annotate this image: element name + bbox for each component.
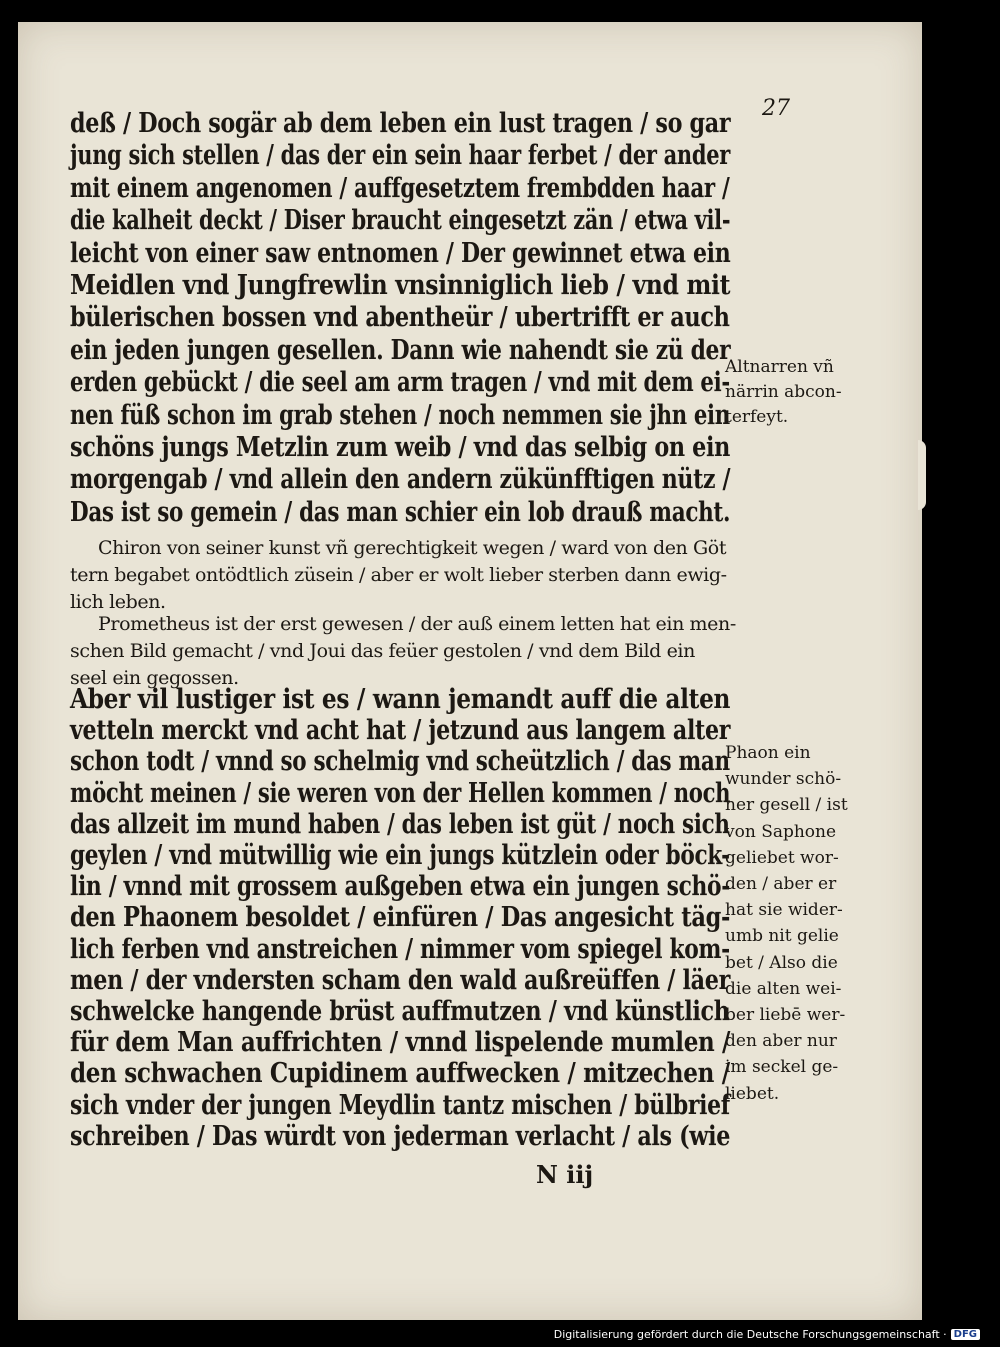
margin-note-line: terfeyt. — [725, 407, 789, 427]
main-text-line: das allzeit im mund haben / das leben ist güt / noch sich — [70, 808, 730, 840]
main-text-line: schon todt / vnnd so schelmig vnd scheützlich / das man — [70, 746, 730, 778]
main-text-line: lich ferben vnd anstreichen / nimmer vom spiegel kom- — [70, 933, 730, 965]
main-text-line: morgengab / vnd allein den andern zükünfftigen nütz / — [70, 464, 731, 496]
main-text-line: Aber vil lustiger ist es / wann jemandt auff die alten — [70, 684, 731, 715]
main-text-line: Meidlen vnd Jungfrewlin vnsinniglich lieb / vnd mit — [70, 270, 731, 301]
main-text-line: den schwachen Cupidinem auffwecken / mitzechen / — [70, 1058, 730, 1090]
margin-note-line: Altnarren vñ — [725, 357, 834, 377]
footer-text: Digitalisierung gefördert durch die Deutsche Forschungsgemeinschaft · — [553, 1328, 947, 1341]
margin-note-line: umb nit gelie — [725, 926, 839, 947]
note-chiron-line: Chiron von seiner kunst vñ gerechtigkeit wegen / ward von den Göt — [98, 537, 727, 559]
main-text-line: erden gebückt / die seel am arm tragen / vnd mit dem ei- — [70, 367, 730, 399]
main-text-line: ein jeden jungen gesellen. Dann wie nahendt sie zü der — [70, 334, 731, 366]
margin-note-line: von Saphone — [725, 821, 837, 842]
main-text-line: für dem Man auffrichten / vnnd lispelende mumlen / — [70, 1027, 731, 1059]
dfg-logo: DFG — [951, 1329, 980, 1340]
main-text-line: schreiben / Das würdt von jederman verlacht / als (wie — [70, 1120, 731, 1152]
main-text-line: lin / vnnd mit grossem außgeben etwa ein jungen schö- — [70, 871, 730, 903]
margin-note-line: die alten wei- — [725, 978, 842, 999]
main-text-line: schwelcke hangende brüst auffmutzen / vnd künstlich — [70, 996, 730, 1027]
note-chiron-line: lich leben. — [70, 591, 166, 613]
margin-note-line: bet / Also die — [725, 952, 838, 973]
main-text-line: den Phaonem besoldet / einfüren / Das angesicht täg- — [70, 902, 731, 934]
margin-note-line: geliebet wor- — [725, 847, 839, 868]
main-text-line: schöns jungs Metzlin zum weib / vnd das selbig on ein — [70, 432, 731, 463]
margin-note-line: Phaon ein — [725, 743, 811, 763]
footer-credit — [554, 1328, 980, 1341]
margin-note-line: hat sie wider- — [725, 900, 843, 921]
margin-note-line: ber liebē wer- — [725, 1005, 846, 1025]
note-prometheus-line: schen Bild gemacht / vnd Joui das feüer gestolen / vnd dem Bild ein — [70, 640, 695, 662]
main-text-line: leicht von einer saw entnomen / Der gewinnet etwa ein — [70, 237, 731, 269]
margin-note-line: ner gesell / ist — [725, 795, 848, 816]
margin-note-line: den / aber er — [725, 874, 837, 894]
main-text-line: nen füß schon im grab stehen / noch nemmen sie jhn ein — [70, 399, 730, 431]
margin-note-line: den aber nur — [725, 1031, 837, 1052]
main-text-line: deß / Doch sogär ab dem leben ein lust tragen / so gar — [70, 108, 731, 139]
main-text-line: mit einem angenomen / auffgesetztem frembdden haar / — [70, 172, 730, 204]
margin-note-line: im seckel ge- — [725, 1057, 839, 1078]
margin-note-line: närrin abcon- — [725, 382, 842, 402]
note-chiron-line: tern begabet ontödtlich züsein / aber er wolt lieber sterben dann ewig- — [70, 564, 727, 586]
page-number: 27 — [762, 96, 790, 121]
main-text-line: vetteln merckt vnd acht hat / jetzund aus langem alter — [70, 715, 731, 747]
note-prometheus-line: Prometheus ist der erst gewesen / der auß einem letten hat ein men- — [98, 613, 736, 635]
main-text-line: sich vnder der jungen Meydlin tantz mischen / bülbrief — [70, 1089, 730, 1121]
margin-note-line: wunder schö- — [725, 769, 842, 790]
main-text-line: jung sich stellen / das der ein sein haar ferbet / der ander — [70, 140, 730, 172]
main-text-line: die kalheit deckt / Diser braucht eingesetzt zän / etwa vil- — [70, 205, 731, 237]
main-text-line: möcht meinen / sie weren von der Hellen kommen / noch — [70, 777, 731, 809]
main-text-line: geylen / vnd mütwillig wie ein jungs kützlein oder böck- — [70, 840, 730, 871]
main-text-line: men / der vndersten scham den wald außreüffen / läer — [70, 964, 731, 996]
signature-mark: N iij — [536, 1160, 594, 1189]
main-text-line: Das ist so gemein / das man schier ein lob drauß macht. — [70, 496, 731, 528]
main-text-line: bülerischen bossen vnd abentheür / ubertrifft er auch — [70, 302, 730, 334]
page-edge-tab — [918, 440, 926, 510]
margin-note-line: liebet. — [725, 1083, 780, 1104]
note-prometheus-line: seel ein gegossen. — [70, 667, 239, 689]
